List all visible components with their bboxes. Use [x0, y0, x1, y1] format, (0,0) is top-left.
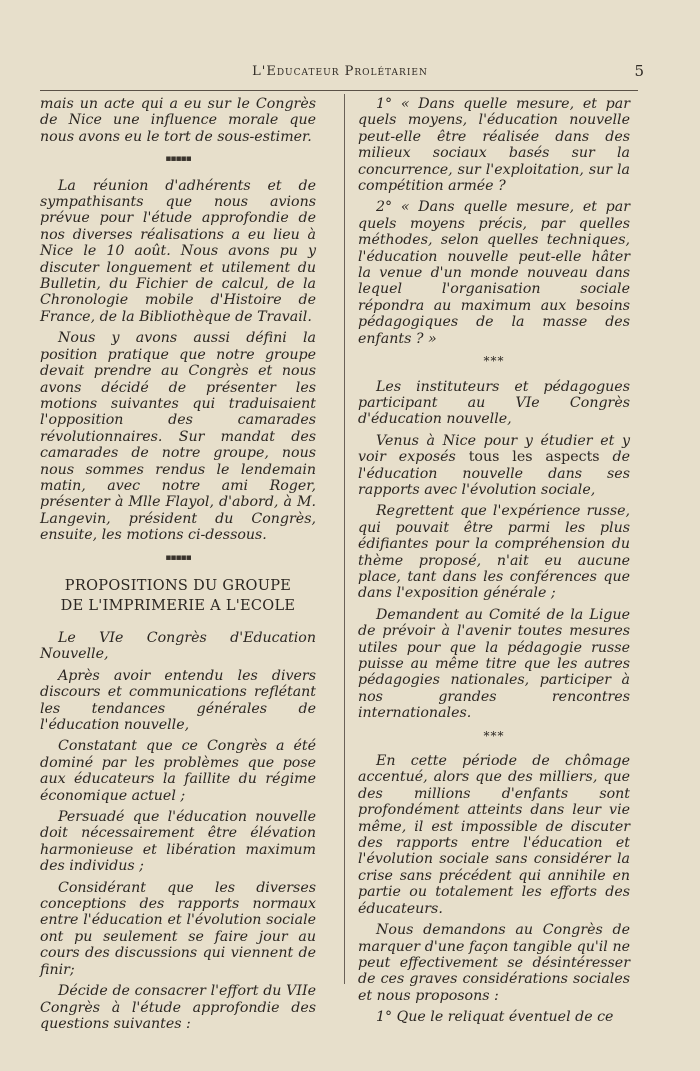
paragraph: Décide de consacrer l'effort du VIIe Congrès à l'étude approfondie des questions suivantes :	[40, 983, 316, 1032]
paragraph: Le VIe Congrès d'Education Nouvelle,	[40, 629, 316, 663]
section-heading	[40, 576, 316, 616]
paragraph: mais un acte qui a eu sur le Congrès de Nice une influence morale que nous avons eu le tort de sous-estimer.	[40, 96, 316, 145]
page-header	[40, 62, 644, 84]
question-2: 2° « Dans quelle mesure, et par quels moyens précis, par quelles méthodes, selon quelles techniques, l'éducation nouvelle peut-elle hâter la venue d'un monde nouveau dans lequel l'organisation sociale répondra au maximum aux besoins pédagogiques de la masse des enfants ? »	[358, 199, 630, 347]
paragraph: Regrettent que l'expérience russe, qui pouvait être parmi les plus édifiantes pour la compréhension du thème proposé, n'ait eu aucune place, tant dans les conférences que dans l'exposition générale ;	[358, 503, 630, 602]
paragraph: Les instituteurs et pédagogues participant au VIe Congrès d'éducation nouvelle,	[358, 378, 630, 428]
separator-ornament: ▪▪▪▪▪	[165, 552, 191, 563]
paragraph: La réunion d'adhérents et de sympathisants que nous avions prévue pour l'étude approfondie de nos diverses réalisations a eu lieu à Nice le 10 août. Nous avons pu y discuter longuement et utilement du Bulletin, du Fichier de calcul, de la Chronologie mobile d'Histoire de France, de la Bibliothèque de Travail.	[40, 177, 316, 325]
section-heading-line: PROPOSITIONS DU GROUPE	[64, 577, 292, 594]
paragraph	[358, 433, 630, 499]
paragraph: Considérant que les diverses conceptions des rapports normaux entre l'éducation et l'évolution sociale ont pu seulement se faire jour au cours des discussions qui viennent de finir;	[40, 879, 316, 978]
asterism: ***	[483, 728, 505, 743]
text-run-upright: tous les aspects	[455, 449, 613, 466]
asterism: ***	[483, 354, 505, 369]
page-number: 5	[634, 62, 644, 80]
right-column	[358, 96, 630, 1026]
text-run: de l'éducation nouvelle dans ses rapports avec l'évolution sociale,	[358, 449, 630, 498]
paragraph: Après avoir entendu les divers discours et communications reflétant les tendances générales de l'éducation nouvelle,	[40, 667, 316, 733]
paragraph: Demandent au Comité de la Ligue de prévoir à l'avenir toutes mesures utiles pour que la pédagogie russe puisse au même titre que les autres pédagogies nationales, participer à nos grandes rencontres internationales.	[358, 606, 630, 722]
paragraph: En cette période de chômage accentué, alors que des milliers, que des millions d'enfants sont profondément atteints dans leur vie même, il est impossible de discuter des rapports entre l'éducation et l'évolution sociale sans considérer la crise sans précédent qui annihile en partie ou totalement les efforts des éducateurs.	[358, 753, 630, 917]
running-title: L'Educateur Prolétarien	[252, 64, 428, 79]
left-column	[40, 96, 316, 1032]
text-run: Venus à Nice pour y étudier et y voir exposés	[358, 432, 630, 466]
paragraph: Nous demandons au Congrès de marquer d'une façon tangible qu'il ne peut effectivement se désintéresser de ces graves considérations sociales et nous proposons :	[358, 922, 630, 1004]
separator-ornament: ▪▪▪▪▪	[165, 154, 191, 165]
question-1: 1° « Dans quelle mesure, et par quels moyens, l'éducation nouvelle peut-elle être réalisée dans des milieux sociaux basés sur la concurrence, sur l'exploitation, sur la compétition armée ?	[358, 96, 630, 195]
paragraph: Constatant que ce Congrès a été dominé par les problèmes que pose aux éducateurs la faillite du régime économique actuel ;	[40, 738, 316, 804]
column-divider	[344, 94, 345, 984]
paragraph: 1° Que le reliquat éventuel de ce	[376, 1009, 614, 1026]
header-rule	[40, 90, 638, 91]
paragraph: Nous y avons aussi défini la position pratique que notre groupe devait prendre au Congrès et nous avons décidé de présenter les motions suivantes qui traduisaient l'opposition des camarades révolutionnaires. Sur mandat des camarades de notre groupe, nous nous sommes rendus le lendemain matin, avec notre ami Roger, présenter à Mlle Flayol, d'abord, à M. Langevin, président du Congrès, ensuite, les motions ci-dessous.	[40, 330, 316, 544]
section-heading-line: DE L'IMPRIMERIE A L'ECOLE	[60, 597, 296, 614]
paragraph: Persuadé que l'éducation nouvelle doit nécessairement être élévation harmonieuse et libération maximum des individus ;	[40, 809, 316, 875]
